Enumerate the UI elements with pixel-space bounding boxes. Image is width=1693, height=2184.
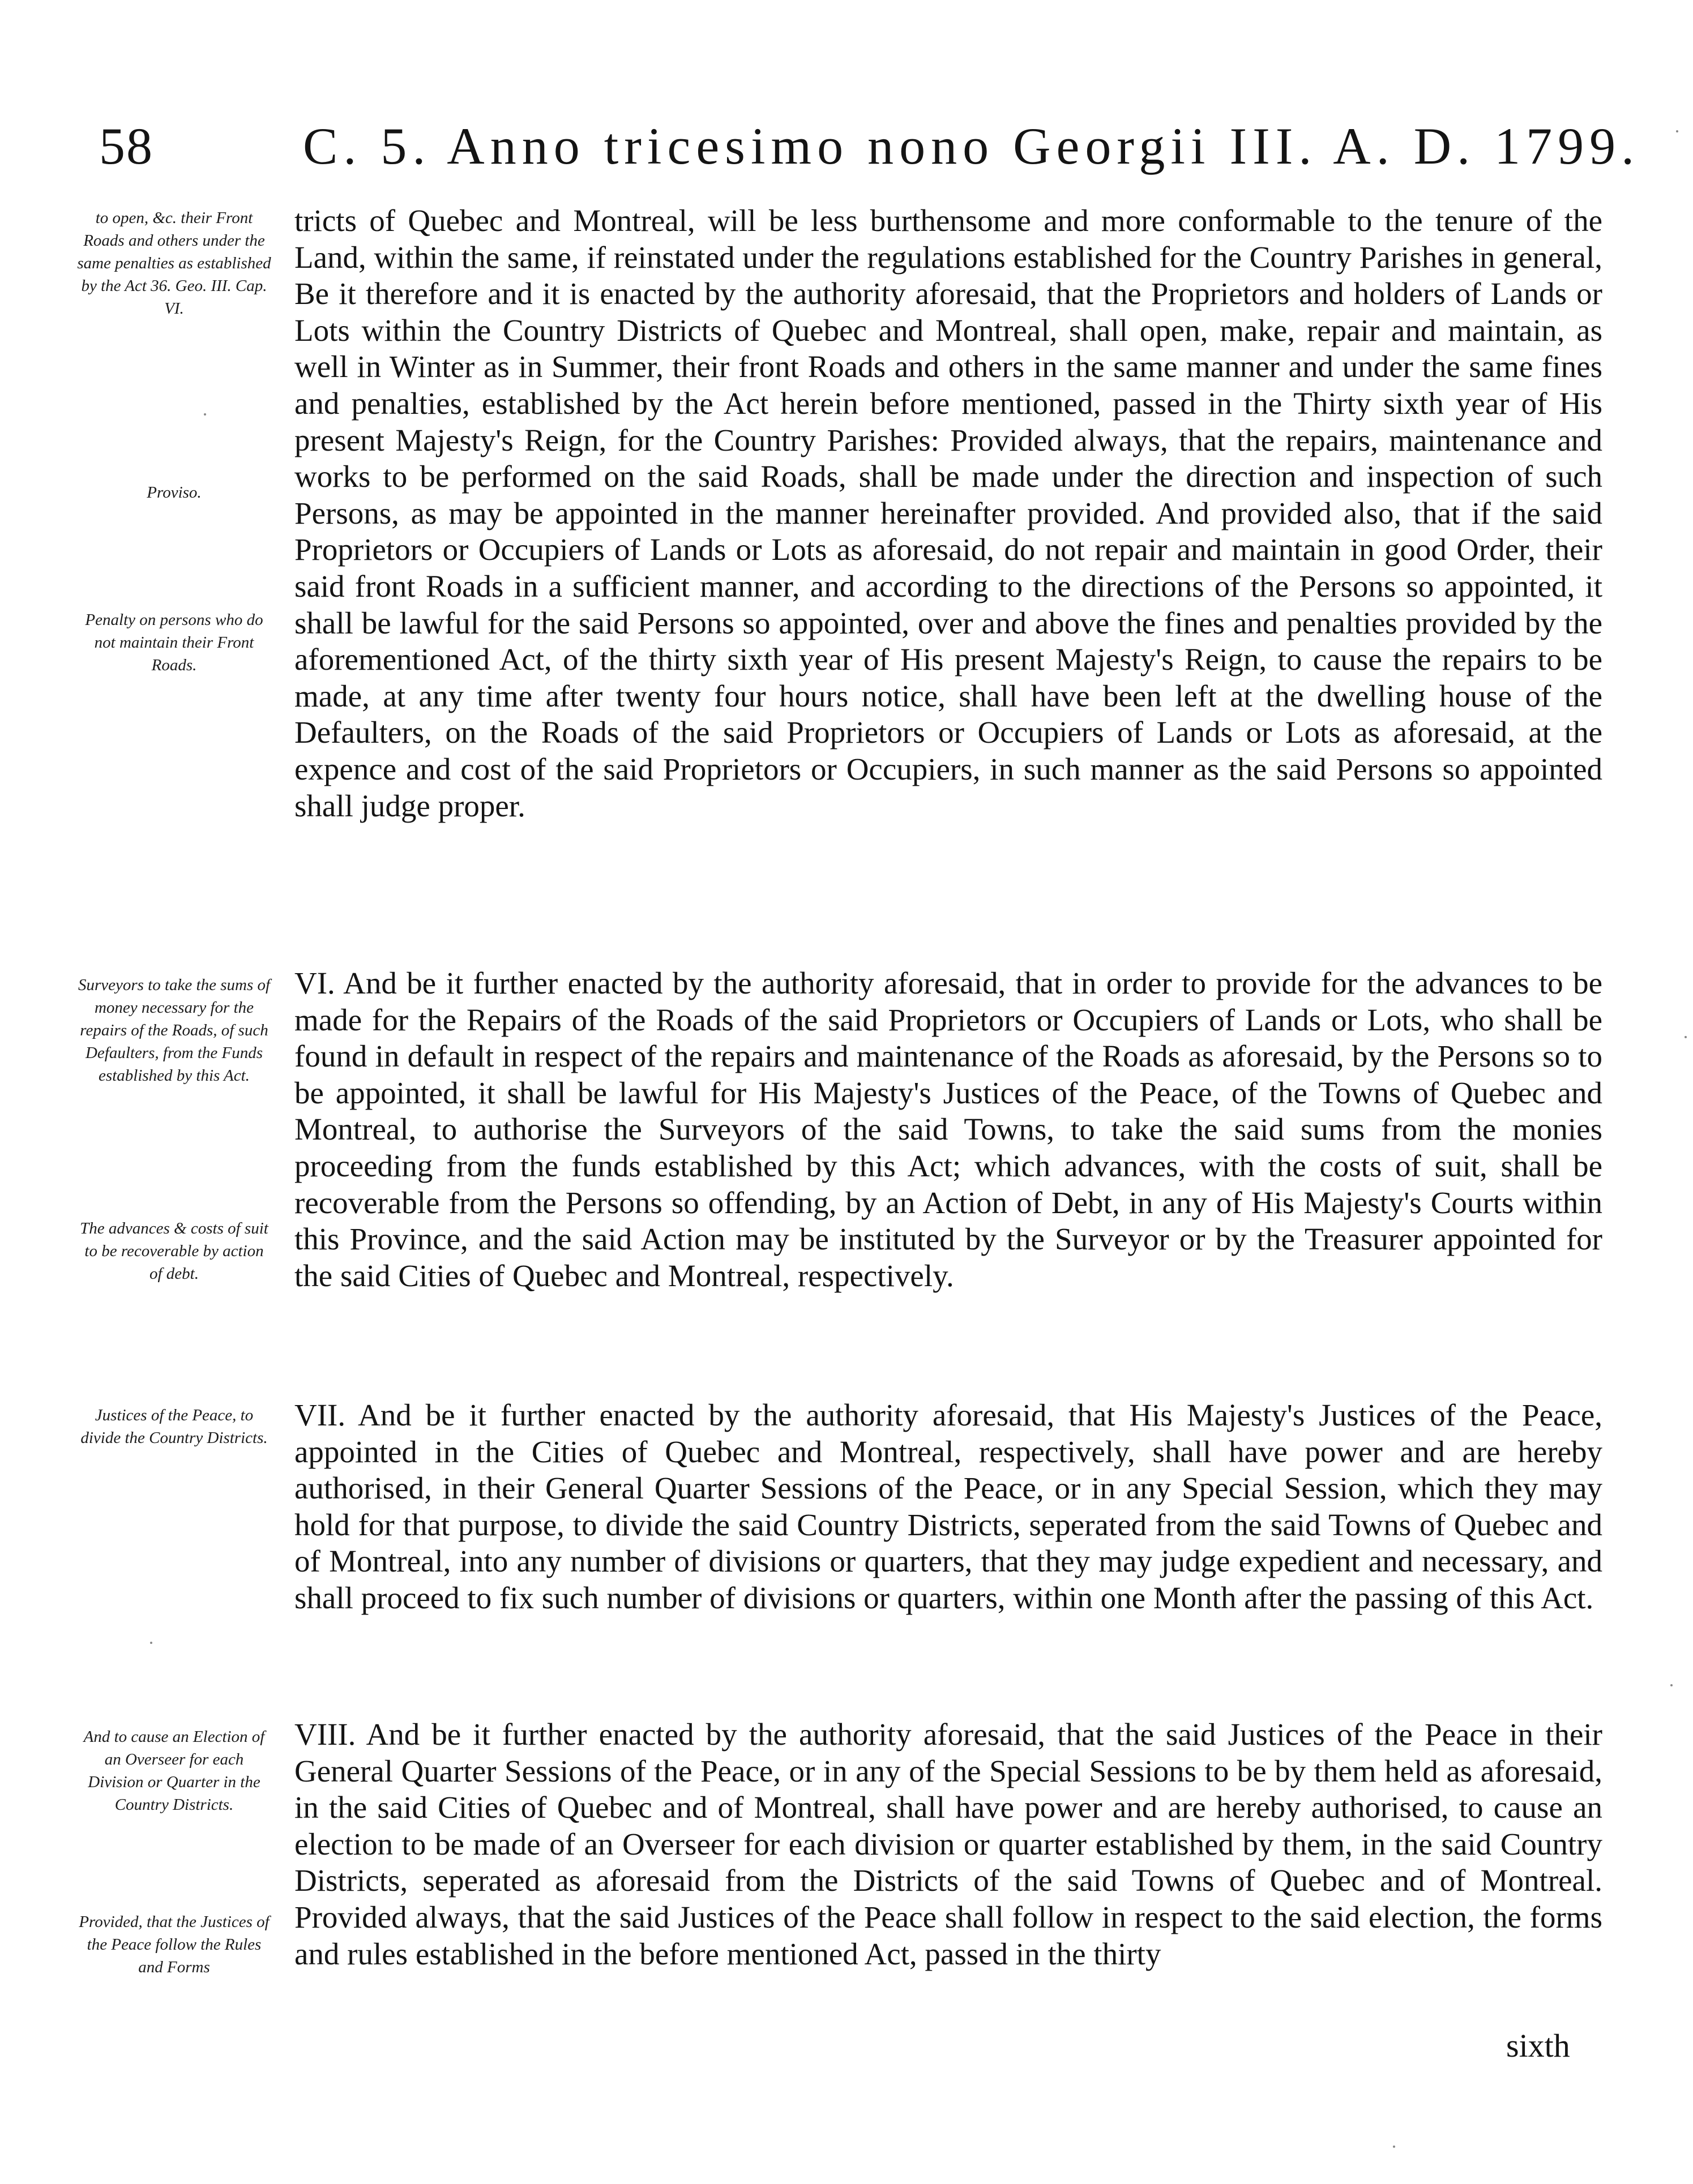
- print-speck: [150, 1642, 152, 1644]
- sidenote-penalty: Penalty on persons who do not maintain their Front Roads.: [85, 611, 263, 674]
- print-speck: [204, 413, 206, 416]
- sidenote-election-overseer: And to cause an Election of an Overseer for each Division or Quarter in the Country Districts.: [83, 1728, 265, 1814]
- sidenote-proviso: Proviso.: [147, 483, 202, 502]
- running-head: C. 5. Anno tricesimo nono Georgii III. A. D. 1799.: [303, 117, 1640, 175]
- sidenote-justices-divide: Justices of the Peace, to divide the Country Districts.: [80, 1406, 268, 1447]
- page-header: [88, 116, 1640, 190]
- print-speck: [1676, 130, 1678, 132]
- sidenote-proviso-rules: Provided, that the Justices of the Peace follow the Rules and Forms: [79, 1913, 270, 1976]
- sidenote-surveyors: Surveyors to take the sums of money necessary for the repairs of the Roads, of such Defaulters, from the Funds established by this Act.: [78, 976, 271, 1085]
- print-speck: [1685, 1036, 1687, 1038]
- page-number: 58: [99, 117, 153, 175]
- paragraph-section-viii: VIII. And be it further enacted by the authority aforesaid, that the said Justices of the Peace in their General Quarter Sessions of the Peace, or in any of the Special Sessions to be by them held as aforesaid, in the said Cities of Quebec and of Montreal, shall have power and are hereby authorised, to cause an election to be made of an Overseer for each division or quarter established by them, in the said Country Districts, seperated as aforesaid from the Districts of the said Towns of Quebec and of Montreal. Provided always, that the said Justices of the Peace shall follow in respect to the said election, the forms and rules established in the before mentioned Act, passed in the thirty: [294, 1717, 1602, 1971]
- sidenote-open-front-roads: to open, &c. their Front Roads and others under the same penalties as established by the Act 36. Geo. III. Cap. VI.: [77, 209, 271, 318]
- print-speck: [1670, 1684, 1673, 1686]
- paragraph-section-vi: VI. And be it further enacted by the authority aforesaid, that in order to provide for the advances to be made for the Repairs of the Roads of the said Proprietors or Occupiers of Lands or Lots, who shall be found in default in respect of the repairs and maintenance of the Roads as aforesaid, by the Persons so to be appointed, it shall be lawful for His Majesty's Justices of the Peace, of the Towns of Quebec and Montreal, to authorise the Surveyors of the said Towns, to take the said sums from the monies proceeding from the funds established by this Act; which advances, with the costs of suit, shall be recoverable from the Persons so offending, by an Action of Debt, in any of His Majesty's Courts within this Province, and the said Action may be instituted by the Surveyor or by the Treasurer appointed for the said Cities of Quebec and Montreal, respectively.: [294, 966, 1602, 1293]
- sidenote-advances-costs: The advances & costs of suit to be recoverable by action of debt.: [80, 1219, 268, 1283]
- paragraph-continuation: tricts of Quebec and Montreal, will be less burthensome and more conformable to the tenure of the Land, within the same, if reinstated under the regulations established for the Country Parishes in general, Be it therefore and it is enacted by the authority aforesaid, that the Proprietors and holders of Lands or Lots within the Country Districts of Quebec and Montreal, shall open, make, repair and maintain, as well in Winter as in Summer, their front Roads and others in the same manner and under the same fines and penalties, established by the Act herein before mentioned, passed in the Thirty sixth year of His present Majesty's Reign, for the Country Parishes: Provided always, that the repairs, maintenance and works to be performed on the said Roads, shall be made under the direction and inspection of such Persons, as may be appointed in the manner hereinafter provided. And provided also, that if the said Proprietors or Occupiers of Lands or Lots as aforesaid, do not repair and maintain in good Order, their said front Roads in a sufficient manner, and according to the directions of the Persons so appointed, it shall be lawful for the said Persons so appointed, over and above the fines and penalties provided by the aforementioned Act, of the thirty sixth year of His present Majesty's Reign, to cause the repairs to be made, at any time after twenty four hours notice, shall have been left at the dwelling house of the Defaulters, on the Roads of the said Proprietors or Occupiers of Lands or Lots as aforesaid, at the expence and cost of the said Proprietors or Occupiers, in such manner as the said Persons so appointed shall judge proper.: [294, 203, 1602, 823]
- catchword: sixth: [1506, 2027, 1570, 2064]
- print-speck: [1393, 2146, 1395, 2148]
- paragraph-section-vii: VII. And be it further enacted by the authority aforesaid, that His Majesty's Justices of the Peace, appointed in the Cities of Quebec and Montreal, respectively, shall have power and are hereby authorised, in their General Quarter Sessions of the Peace, or in any Special Session, which they may hold for that purpose, to divide the said Country Districts, seperated from the said Towns of Quebec and of Montreal, into any number of divisions or quarters, that they may judge expedient and necessary, and shall proceed to fix such number of divisions or quarters, within one Month after the passing of this Act.: [294, 1398, 1602, 1615]
